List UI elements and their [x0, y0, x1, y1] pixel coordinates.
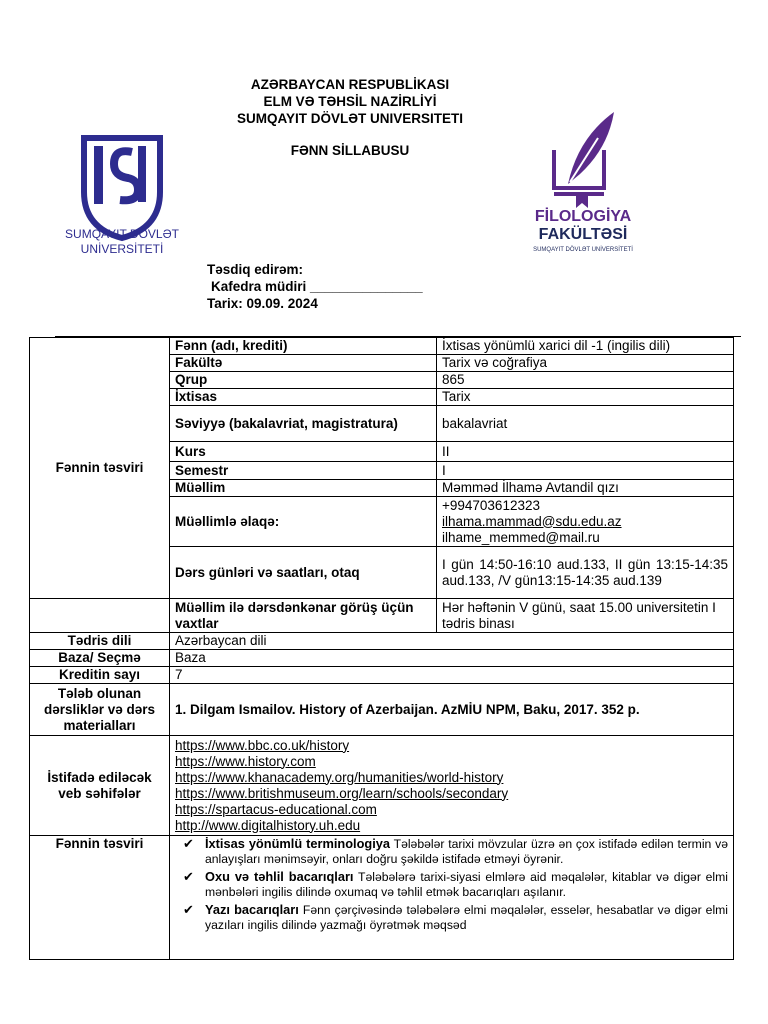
logo-left-line1: SUMQAYIT DÖVLƏT — [65, 227, 179, 241]
logo-right-line2: FAKÜLTƏSİ — [538, 226, 628, 243]
row-value: 865 — [437, 372, 734, 389]
header-ministry: ELM VƏ TƏHSİL NAZİRLİYİ — [263, 94, 437, 109]
schedule-value: I gün 14:50-16:10 aud.133, II gün 13:15-14:35 aud.133, /V gün13:15-14:35 aud.139 — [437, 547, 734, 599]
row-value: I — [437, 462, 734, 480]
row-value: Tarix — [437, 389, 734, 406]
checkmark-icon: ✔ — [183, 902, 194, 917]
empty-cell — [30, 599, 170, 633]
row-value: Tarix və coğrafiya — [437, 355, 734, 372]
office-hours-value: Hər həftənin V günü, saat 15.00 universitetin I tədris binası — [437, 599, 734, 633]
checkmark-icon: ✔ — [183, 836, 194, 851]
web-link[interactable]: https://spartacus-educational.com — [175, 801, 377, 817]
list-item — [183, 869, 728, 900]
office-hours-label: Müəllim ilə dərsdənkənar görüş üçün vaxtlar — [170, 599, 437, 633]
item-title: Yazı bacarıqları — [205, 902, 299, 917]
row-label: Fənn (adı, krediti) — [170, 338, 437, 355]
row-value: II — [437, 442, 734, 462]
credits-value: 7 — [170, 667, 734, 684]
header-university: SUMQAYIT DÖVLƏT UNIVERSITETI — [236, 111, 464, 126]
row-value: Məmməd İlhamə Avtandil qızı — [437, 480, 734, 497]
list-item — [183, 836, 728, 867]
checkmark-icon: ✔ — [183, 869, 194, 884]
web-label: İstifadə ediləcək veb səhifələr — [30, 736, 170, 836]
web-link[interactable]: https://www.britishmuseum.org/learn/schools/secondary — [175, 785, 509, 801]
contact-email-link[interactable]: ilhama.mammad@sdu.edu.az — [442, 513, 622, 529]
item-text: Fənn çərçivəsində tələbələrə elmi məqalələr, esselər, hesabatlar və digər elmi yazıları ingilis dilində yazmağı öyrətmək məqsəd — [205, 903, 729, 932]
row-label: Kurs — [170, 442, 437, 462]
web-link[interactable]: http://www.digitalhistory.uh.edu — [175, 817, 361, 833]
row-label: Semestr — [170, 462, 437, 480]
logo-right-line3: SUMQAYIT DÖVLƏT UNİVERSİTETİ — [533, 247, 633, 253]
faculty-logo — [518, 108, 648, 258]
row-label: Səviyyə (bakalavriat, magistratura) — [170, 406, 437, 442]
web-link[interactable]: https://www.history.com — [175, 753, 316, 769]
schedule-label: Dərs günləri və saatları, otaq — [170, 547, 437, 599]
syllabus-table — [29, 337, 734, 960]
document-header — [170, 76, 530, 127]
contact-email-secondary: ilhame_memmed@mail.ru — [442, 529, 600, 545]
language-value: Azərbaycan dili — [170, 633, 734, 650]
logo-right-line1: FİLOLOGİYA — [534, 208, 632, 225]
course-desc-label: Fənnin təsviri — [30, 836, 170, 960]
approval-line1: Təsdiq edirəm: — [207, 262, 304, 277]
base-value: Baza — [170, 650, 734, 667]
web-link[interactable]: https://www.khanacademy.org/humanities/world-history — [175, 769, 504, 785]
contact-value — [437, 497, 734, 547]
language-label: Tədris dili — [30, 633, 170, 650]
logo-left-line2: UNİVERSİTETİ — [80, 242, 164, 256]
approval-date: Tarix: 09.09. 2024 — [207, 296, 318, 311]
row-label: İxtisas — [170, 389, 437, 406]
textbooks-label: Tələb olunan dərsliklər və dərs materialları — [30, 684, 170, 736]
row-value: İxtisas yönümlü xarici dil -1 (ingilis dili) — [437, 338, 734, 355]
list-item — [183, 902, 729, 933]
textbooks-value: 1. Dilgam Ismailov. History of Azerbaijan. AzMİU NPM, Baku, 2017. 352 p. — [170, 684, 734, 736]
contact-label: Müəllimlə əlaqə: — [170, 497, 437, 547]
web-link[interactable]: https://www.bbc.co.uk/history — [175, 737, 350, 753]
base-label: Baza/ Seçmə — [30, 650, 170, 667]
approval-line2: Kafedra müdiri _______________ — [211, 279, 423, 294]
contact-phone: +994703612323 — [442, 497, 540, 513]
document-subtitle: FƏNN SİLLABUSU — [290, 143, 410, 158]
credits-label: Kreditin sayı — [30, 667, 170, 684]
row-label: Fakültə — [170, 355, 437, 372]
item-text: Tələbələr tarixi mövzular üzrə ən çox istifadə edilən termin və anlayışları mənimsəyir, onları doğru şəkildə istifadə etməyi öyrənir. — [205, 837, 728, 866]
row-label: Qrup — [170, 372, 437, 389]
course-desc-content — [170, 836, 734, 960]
header-republic: AZƏRBAYCAN RESPUBLİKASI — [250, 77, 450, 92]
item-title: İxtisas yönümlü terminologiya — [205, 836, 391, 851]
quill-book-icon — [554, 112, 614, 208]
web-links — [170, 736, 734, 836]
row-label: Müəllim — [170, 480, 437, 497]
row-value: bakalavriat — [437, 406, 734, 442]
desc-header: Fənnin təsviri — [30, 338, 170, 599]
item-title: Oxu və təhlil bacarıqları — [205, 869, 354, 884]
university-logo — [62, 130, 182, 260]
approval-block — [207, 261, 423, 312]
item-text: Tələbələrə tarixi-siyasi elmlərə aid məqalələr, kitablar və digər elmi mənbələri ingilis dilində oxumaq və təhlil etmək bacarıqları aşılanır. — [205, 870, 728, 899]
